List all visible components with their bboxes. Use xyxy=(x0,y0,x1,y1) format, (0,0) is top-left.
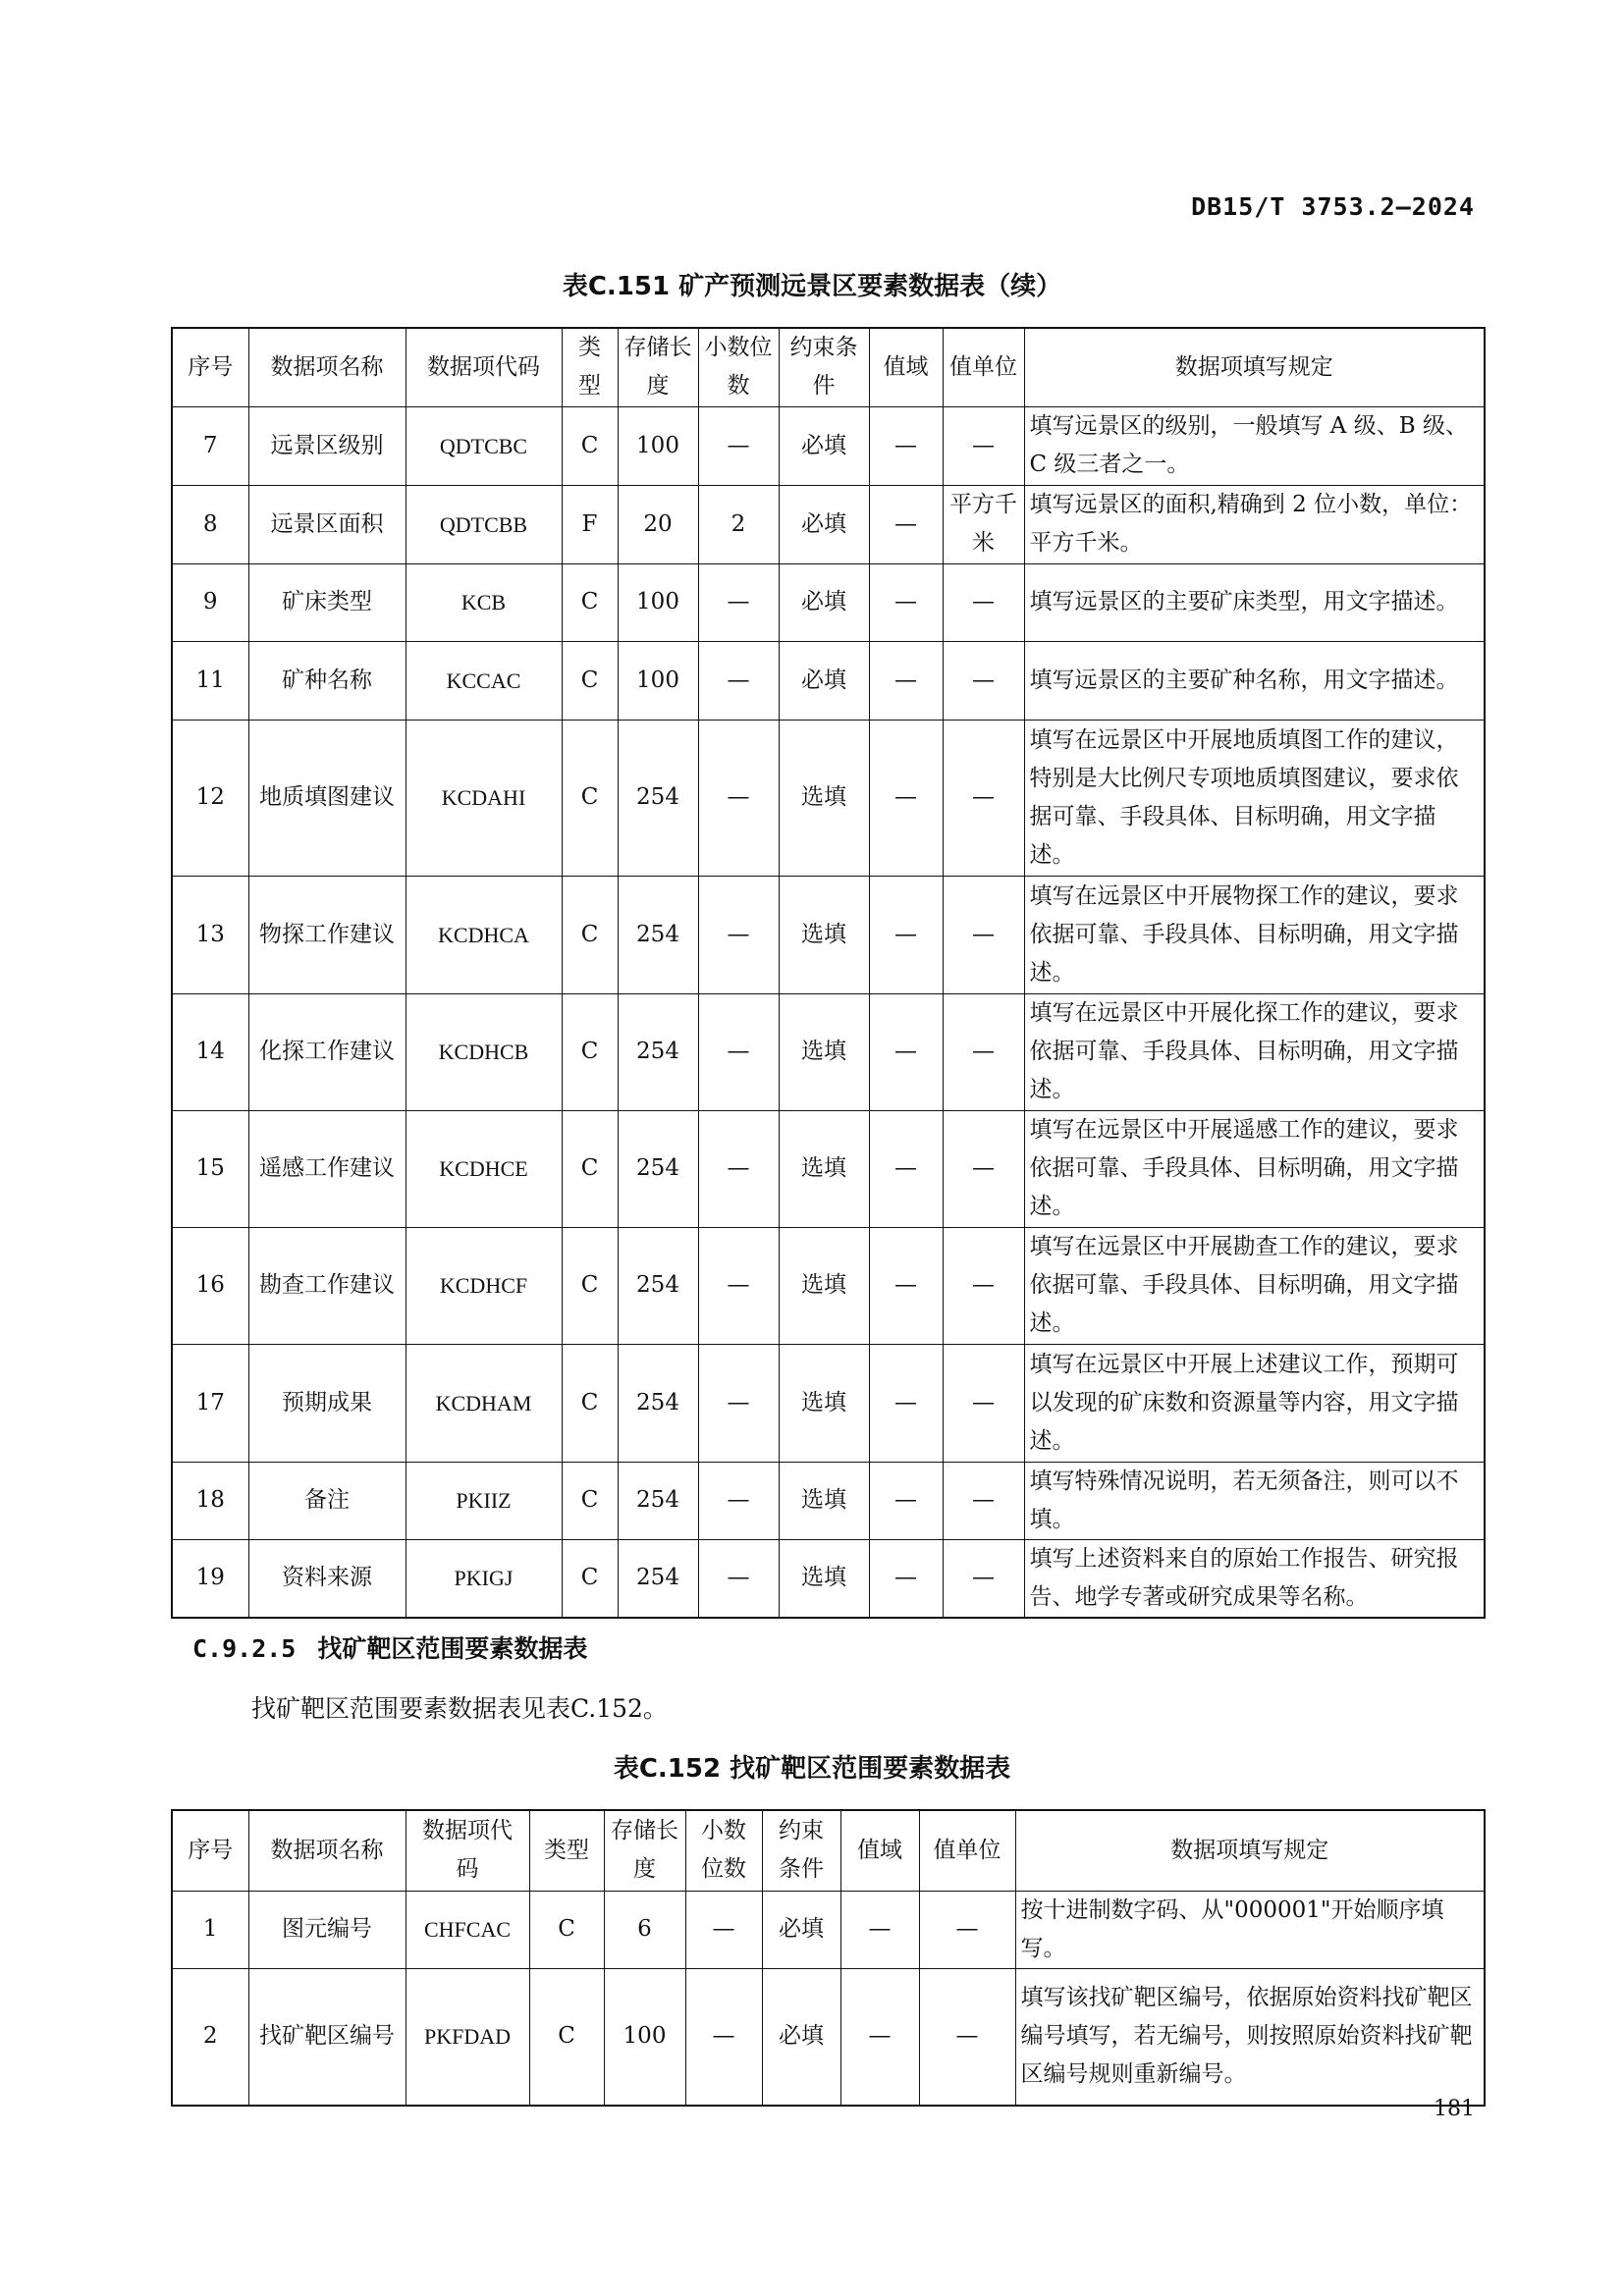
table-cell: 15 xyxy=(172,1110,248,1227)
table-cell: C xyxy=(562,1227,618,1344)
table-cell: C xyxy=(562,563,618,641)
table-cell: C xyxy=(562,993,618,1110)
column-header: 存储长度 xyxy=(604,1810,685,1891)
table-cell: KCCAC xyxy=(406,641,562,720)
column-header: 序号 xyxy=(172,328,248,406)
table-cell: 远景区级别 xyxy=(248,406,406,485)
table-cell: PKFDAD xyxy=(406,1968,529,2106)
column-header: 值域 xyxy=(869,328,943,406)
table-cell: — xyxy=(943,1462,1024,1539)
table-cell: KCDHCE xyxy=(406,1110,562,1227)
table-cell: 20 xyxy=(618,485,698,563)
table-cell: 17 xyxy=(172,1344,248,1462)
table-cell: 6 xyxy=(604,1891,685,1968)
table-cell: 填写在远景区中开展勘查工作的建议，要求依据可靠、手段具体、目标明确，用文字描述。 xyxy=(1024,1227,1485,1344)
table-cell: 填写远景区的主要矿床类型，用文字描述。 xyxy=(1024,563,1485,641)
table-cell: 地质填图建议 xyxy=(248,720,406,876)
table-cell: 矿床类型 xyxy=(248,563,406,641)
table-cell: 必填 xyxy=(762,1968,840,2106)
table-cell: C xyxy=(562,1462,618,1539)
table-cell: 填写在远景区中开展化探工作的建议，要求依据可靠、手段具体、目标明确，用文字描述。 xyxy=(1024,993,1485,1110)
table-cell: 必填 xyxy=(779,563,869,641)
table-row xyxy=(172,1539,1485,1618)
table-cell: — xyxy=(840,1968,919,2106)
column-header: 类型 xyxy=(529,1810,604,1891)
table-cell: — xyxy=(943,993,1024,1110)
table-row xyxy=(172,563,1485,641)
page-number: 181 xyxy=(1434,2097,1475,2121)
table-cell: 选填 xyxy=(779,993,869,1110)
table-cell: 远景区面积 xyxy=(248,485,406,563)
table-cell: 预期成果 xyxy=(248,1344,406,1462)
table-cell: C xyxy=(529,1891,604,1968)
table2-caption: 表C.152 找矿靶区范围要素数据表 xyxy=(613,1754,1011,1784)
table-cell: — xyxy=(943,720,1024,876)
table-cell: 按十进制数字码、从"000001"开始顺序填写。 xyxy=(1015,1891,1485,1968)
table-cell: 7 xyxy=(172,406,248,485)
table-cell: 选填 xyxy=(779,1227,869,1344)
table-cell: KCDHCB xyxy=(406,993,562,1110)
document-code: DB15/T 3753.2—2024 xyxy=(1191,192,1475,221)
table-cell: 254 xyxy=(618,720,698,876)
table-cell: 遥感工作建议 xyxy=(248,1110,406,1227)
table-cell: 图元编号 xyxy=(248,1891,406,1968)
table-cell: — xyxy=(869,1462,943,1539)
table-cell: 矿种名称 xyxy=(248,641,406,720)
table-cell: — xyxy=(685,1968,762,2106)
table-cell: — xyxy=(943,1227,1024,1344)
table-cell: QDTCBC xyxy=(406,406,562,485)
table-cell: — xyxy=(840,1891,919,1968)
table-cell: — xyxy=(869,563,943,641)
table-cell: 2 xyxy=(698,485,779,563)
table-cell: 1 xyxy=(172,1891,248,1968)
table-cell: 19 xyxy=(172,1539,248,1618)
table-row xyxy=(172,720,1485,876)
table-cell: 254 xyxy=(618,1462,698,1539)
table-cell: 选填 xyxy=(779,1462,869,1539)
table-cell: CHFCAC xyxy=(406,1891,529,1968)
table-cell: 选填 xyxy=(779,876,869,993)
table-cell: — xyxy=(869,1344,943,1462)
table-cell: C xyxy=(562,641,618,720)
column-header: 小数位数 xyxy=(685,1810,762,1891)
table-cell: 平方千米 xyxy=(943,485,1024,563)
section-title: 找矿靶区范围要素数据表 xyxy=(317,1634,588,1663)
table-cell: 18 xyxy=(172,1462,248,1539)
table-cell: C xyxy=(562,1110,618,1227)
table-cell: — xyxy=(869,993,943,1110)
table-cell: PKIIZ xyxy=(406,1462,562,1539)
table-cell: 16 xyxy=(172,1227,248,1344)
table-cell: PKIGJ xyxy=(406,1539,562,1618)
column-header: 小数位数 xyxy=(698,328,779,406)
table-cell: — xyxy=(943,641,1024,720)
table-cell: — xyxy=(919,1968,1015,2106)
table-cell: 填写在远景区中开展遥感工作的建议，要求依据可靠、手段具体、目标明确，用文字描述。 xyxy=(1024,1110,1485,1227)
table-cell: 2 xyxy=(172,1968,248,2106)
table1 xyxy=(171,327,1486,1619)
table-cell: 12 xyxy=(172,720,248,876)
column-header: 数据项名称 xyxy=(248,1810,406,1891)
table-cell: KCDAHI xyxy=(406,720,562,876)
table2 xyxy=(171,1809,1486,2107)
table-cell: — xyxy=(943,1110,1024,1227)
table-cell: — xyxy=(943,1344,1024,1462)
table-row xyxy=(172,485,1485,563)
table-cell: QDTCBB xyxy=(406,485,562,563)
table-row xyxy=(172,1344,1485,1462)
table-cell: — xyxy=(698,1539,779,1618)
table-cell: 13 xyxy=(172,876,248,993)
table-cell: — xyxy=(698,1110,779,1227)
column-header: 类型 xyxy=(562,328,618,406)
table-cell: 勘查工作建议 xyxy=(248,1227,406,1344)
table-cell: — xyxy=(869,641,943,720)
table-cell: 备注 xyxy=(248,1462,406,1539)
table-cell: 物探工作建议 xyxy=(248,876,406,993)
table-cell: C xyxy=(562,876,618,993)
table-row xyxy=(172,1110,1485,1227)
header-row xyxy=(172,1810,1485,1891)
column-header: 数据项代码 xyxy=(406,1810,529,1891)
column-header: 数据项填写规定 xyxy=(1015,1810,1485,1891)
table-cell: 100 xyxy=(618,563,698,641)
table-cell: 必填 xyxy=(762,1891,840,1968)
table-cell: — xyxy=(698,1227,779,1344)
column-header: 数据项名称 xyxy=(248,328,406,406)
column-header: 约束条件 xyxy=(779,328,869,406)
table-cell: KCDHAM xyxy=(406,1344,562,1462)
column-header: 数据项代码 xyxy=(406,328,562,406)
table-cell: 填写在远景区中开展物探工作的建议，要求依据可靠、手段具体、目标明确，用文字描述。 xyxy=(1024,876,1485,993)
table-cell: — xyxy=(698,993,779,1110)
header-row xyxy=(172,328,1485,406)
table-cell: — xyxy=(869,406,943,485)
column-header: 值单位 xyxy=(943,328,1024,406)
section-heading xyxy=(192,1629,587,1665)
table1-caption: 表C.151 矿产预测远景区要素数据表（续） xyxy=(562,272,1062,301)
table-row xyxy=(172,1968,1485,2106)
table-cell: 100 xyxy=(604,1968,685,2106)
table-cell: 254 xyxy=(618,993,698,1110)
column-header: 数据项填写规定 xyxy=(1024,328,1485,406)
table-cell: 化探工作建议 xyxy=(248,993,406,1110)
table-cell: — xyxy=(869,720,943,876)
table-cell: 11 xyxy=(172,641,248,720)
table-cell: C xyxy=(562,720,618,876)
table-cell: — xyxy=(943,406,1024,485)
table-cell: 254 xyxy=(618,876,698,993)
table-cell: — xyxy=(869,485,943,563)
table-cell: — xyxy=(869,876,943,993)
table-cell: 填写远景区的面积,精确到 2 位小数，单位：平方千米。 xyxy=(1024,485,1485,563)
table-cell: — xyxy=(943,563,1024,641)
column-header: 值域 xyxy=(840,1810,919,1891)
table-cell: 选填 xyxy=(779,1110,869,1227)
table-cell: 填写在远景区中开展地质填图工作的建议，特别是大比例尺专项地质填图建议，要求依据可靠、手段具体、目标明确，用文字描述。 xyxy=(1024,720,1485,876)
table-cell: — xyxy=(943,1539,1024,1618)
table-cell: 100 xyxy=(618,641,698,720)
table-cell: 填写特殊情况说明，若无须备注，则可以不填。 xyxy=(1024,1462,1485,1539)
table-cell: 8 xyxy=(172,485,248,563)
table-cell: — xyxy=(685,1891,762,1968)
table-cell: 100 xyxy=(618,406,698,485)
table-cell: — xyxy=(943,876,1024,993)
table-cell: — xyxy=(698,1344,779,1462)
table-cell: C xyxy=(562,1344,618,1462)
table-cell: 填写在远景区中开展上述建议工作，预期可以发现的矿床数和资源量等内容，用文字描述。 xyxy=(1024,1344,1485,1462)
table-cell: 254 xyxy=(618,1344,698,1462)
table-cell: 14 xyxy=(172,993,248,1110)
table-cell: 必填 xyxy=(779,485,869,563)
table-row xyxy=(172,993,1485,1110)
table-cell: 9 xyxy=(172,563,248,641)
table-cell: F xyxy=(562,485,618,563)
table-cell: C xyxy=(562,1539,618,1618)
section-number: C.9.2.5 xyxy=(192,1634,297,1663)
table-cell: 254 xyxy=(618,1227,698,1344)
table-cell: 254 xyxy=(618,1110,698,1227)
table-row xyxy=(172,406,1485,485)
table-cell: 填写该找矿靶区编号，依据原始资料找矿靶区编号填写，若无编号，则按照原始资料找矿靶区编号规则重新编号。 xyxy=(1015,1968,1485,2106)
table-row xyxy=(172,1462,1485,1539)
column-header: 存储长度 xyxy=(618,328,698,406)
table-cell: 填写远景区的级别，一般填写 A 级、B 级、C 级三者之一。 xyxy=(1024,406,1485,485)
table-cell: 资料来源 xyxy=(248,1539,406,1618)
table-row xyxy=(172,641,1485,720)
table-cell: 选填 xyxy=(779,720,869,876)
table-cell: C xyxy=(529,1968,604,2106)
table-cell: 找矿靶区编号 xyxy=(248,1968,406,2106)
table-cell: C xyxy=(562,406,618,485)
table-cell: KCDHCA xyxy=(406,876,562,993)
column-header: 值单位 xyxy=(919,1810,1015,1891)
table-cell: — xyxy=(698,641,779,720)
column-header: 约束条件 xyxy=(762,1810,840,1891)
table-cell: 必填 xyxy=(779,406,869,485)
table-cell: — xyxy=(698,720,779,876)
table-cell: — xyxy=(919,1891,1015,1968)
table-cell: 选填 xyxy=(779,1344,869,1462)
table-cell: KCDHCF xyxy=(406,1227,562,1344)
table-cell: 选填 xyxy=(779,1539,869,1618)
table-cell: 填写远景区的主要矿种名称，用文字描述。 xyxy=(1024,641,1485,720)
table-row xyxy=(172,876,1485,993)
table-cell: 254 xyxy=(618,1539,698,1618)
table-cell: — xyxy=(869,1539,943,1618)
table-cell: 必填 xyxy=(779,641,869,720)
table-cell: — xyxy=(698,1462,779,1539)
table-cell: 填写上述资料来自的原始工作报告、研究报告、地学专著或研究成果等名称。 xyxy=(1024,1539,1485,1618)
column-header: 序号 xyxy=(172,1810,248,1891)
table-row xyxy=(172,1227,1485,1344)
table-cell: — xyxy=(869,1110,943,1227)
table-cell: — xyxy=(698,876,779,993)
table-cell: — xyxy=(698,563,779,641)
table-row xyxy=(172,1891,1485,1968)
table-cell: KCB xyxy=(406,563,562,641)
table-cell: — xyxy=(698,406,779,485)
table-cell: — xyxy=(869,1227,943,1344)
section-paragraph: 找矿靶区范围要素数据表见表C.152。 xyxy=(251,1694,668,1723)
